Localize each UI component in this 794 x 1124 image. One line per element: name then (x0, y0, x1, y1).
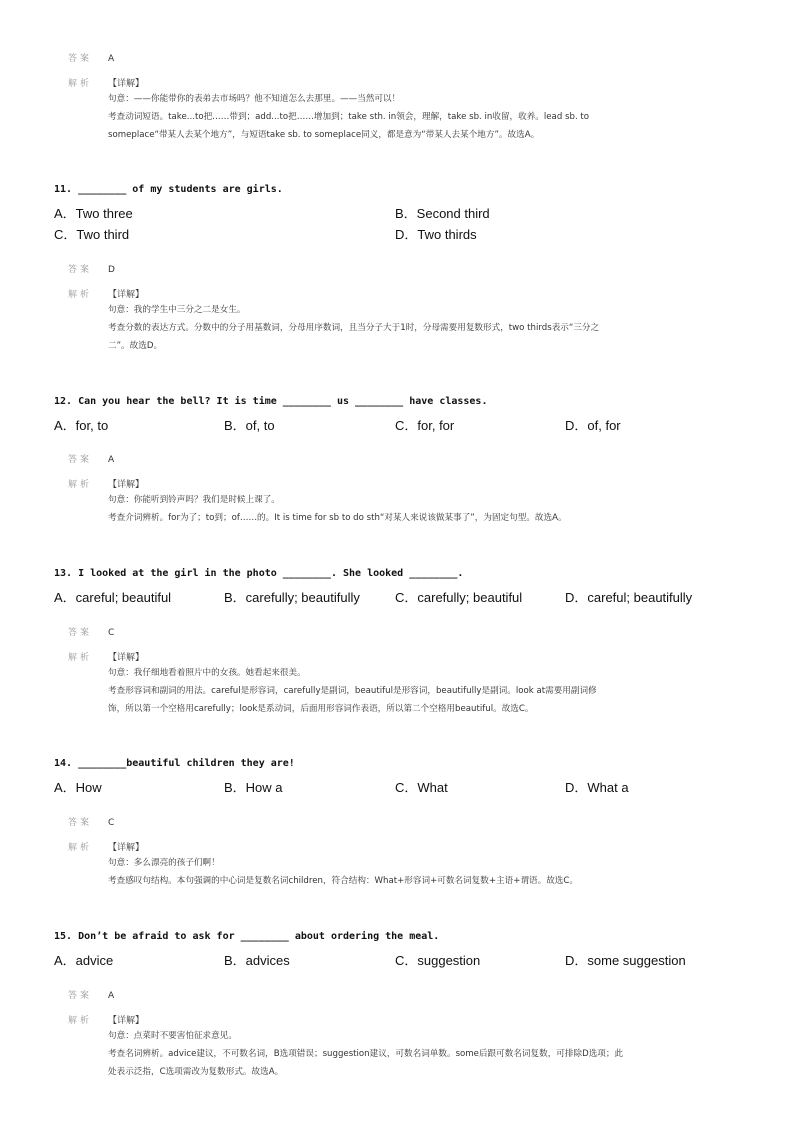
analysis-row (68, 76, 144, 89)
answer-label: 答案 (68, 265, 93, 275)
analysis-row (68, 650, 144, 663)
option-15-d: D．some suggestion (565, 953, 686, 968)
analysis-label: 解析 (68, 290, 93, 300)
explanation-line: 句意：点菜时不要害怕征求意见。 (108, 1031, 237, 1041)
answer-value: D (108, 265, 115, 275)
explanation-line: 考查名词辨析。advice建议，不可数名词，B选项错误；suggestion建议，可数名词单数。some后跟可数名词复数，可排除D选项；此 (108, 1049, 624, 1059)
option-14-a: A．How (54, 780, 102, 795)
option-12-a: A．for, to (54, 418, 109, 433)
answer-row (68, 262, 115, 275)
question-stem-14: 14. ________beautiful children they are! (54, 758, 295, 769)
detail-label: 【详解】 (108, 653, 145, 663)
answer-value: A (108, 991, 115, 1001)
option-12-b: B．of, to (224, 418, 275, 433)
option-12-c: C．for, for (395, 418, 455, 433)
option-11-a: A．Two three (54, 206, 133, 221)
option-12-d: D．of, for (565, 418, 621, 433)
explanation-line: 句意：我的学生中三分之二是女生。 (108, 305, 246, 315)
question-stem-15: 15. Don’t be afraid to ask for ________ about ordering the meal. (54, 931, 440, 942)
option-11-d: D．Two thirds (395, 227, 477, 242)
option-13-a: A．careful; beautiful (54, 590, 172, 605)
detail-label: 【详解】 (108, 1016, 145, 1026)
answer-row (68, 988, 114, 1001)
analysis-row (68, 477, 144, 490)
answer-value: A (108, 54, 115, 64)
explanation-line: 二”。故选D。 (108, 341, 163, 351)
explanation-line: 处表示泛指，C选项需改为复数形式。故选A。 (108, 1067, 284, 1077)
analysis-label: 解析 (68, 843, 93, 853)
analysis-label: 解析 (68, 1016, 93, 1026)
explanation-line: 考查动词短语。take...to把……带到；add...to把……增加到；take sth. in领会，理解，take sb. in收留，收养。lead sb. to (108, 112, 590, 122)
explanation-line: 饰，所以第一个空格用carefully；look是系动词，后面用形容词作表语，所以第二个空格用beautiful。故选C。 (108, 704, 534, 714)
analysis-label: 解析 (68, 480, 93, 490)
analysis-row (68, 287, 144, 300)
option-15-c: C．suggestion (395, 953, 481, 968)
option-13-c: C．carefully; beautiful (395, 590, 523, 605)
answer-row (68, 625, 114, 638)
option-13-d: D．careful; beautifully (565, 590, 693, 605)
explanation-line: 句意：你能听到铃声吗？我们是时候上课了。 (108, 495, 280, 505)
option-14-d: D．What a (565, 780, 629, 795)
question-stem-13: 13. I looked at the girl in the photo ________. She looked ________. (54, 568, 464, 579)
option-15-b: B．advices (224, 953, 290, 968)
analysis-label: 解析 (68, 79, 93, 89)
answer-label: 答案 (68, 818, 93, 828)
question-stem-12: 12. Can you hear the bell? It is time ________ us ________ have classes. (54, 396, 488, 407)
answer-label: 答案 (68, 455, 93, 465)
explanation-line: 考查感叹句结构。本句强调的中心词是复数名词children，符合结构：What+形容词+可数名词复数+主语+谓语。故选C。 (108, 876, 578, 886)
option-11-b: B．Second third (395, 206, 490, 221)
analysis-label: 解析 (68, 653, 93, 663)
detail-label: 【详解】 (108, 79, 145, 89)
analysis-row (68, 1013, 144, 1026)
explanation-line: 考查分数的表达方式。分数中的分子用基数词，分母用序数词，且当分子大于1时，分母需要用复数形式，two thirds表示“三分之 (108, 323, 600, 333)
answer-row (68, 452, 114, 465)
option-13-b: B．carefully; beautifully (224, 590, 360, 605)
detail-label: 【详解】 (108, 843, 145, 853)
answer-row (68, 51, 114, 64)
question-stem-11: 11. ________ of my students are girls. (54, 184, 283, 195)
explanation-line: 句意：——你能带你的表弟去市场吗？他不知道怎么去那里。——当然可以！ (108, 94, 401, 104)
option-14-c: C．What (395, 780, 448, 795)
explanation-line: someplace“带某人去某个地方”，与短语take sb. to someplace同义，都是意为“带某人去某个地方”。故选A。 (108, 130, 540, 140)
answer-value: A (108, 455, 115, 465)
answer-label: 答案 (68, 628, 93, 638)
answer-label: 答案 (68, 991, 93, 1001)
option-11-c: C．Two third (54, 227, 130, 242)
explanation-line: 句意：多么漂亮的孩子们啊！ (108, 858, 220, 868)
option-15-a: A．advice (54, 953, 114, 968)
answer-value: C (108, 628, 115, 638)
explanation-line: 考查形容词和副词的用法。careful是形容词，carefully是副词，beautiful是形容词，beautifully是副词。look at需要用副词修 (108, 686, 597, 696)
detail-label: 【详解】 (108, 290, 145, 300)
answer-label: 答案 (68, 54, 93, 64)
detail-label: 【详解】 (108, 480, 145, 490)
analysis-row (68, 840, 144, 853)
explanation-line: 考查介词辨析。for为了；to到；of……的。It is time for sb to do sth“对某人来说该做某事了”，为固定句型。故选A。 (108, 513, 567, 523)
explanation-line: 句意：我仔细地看着照片中的女孩。她看起来很美。 (108, 668, 306, 678)
answer-row (68, 815, 114, 828)
option-14-b: B．How a (224, 780, 283, 795)
answer-value: C (108, 818, 115, 828)
